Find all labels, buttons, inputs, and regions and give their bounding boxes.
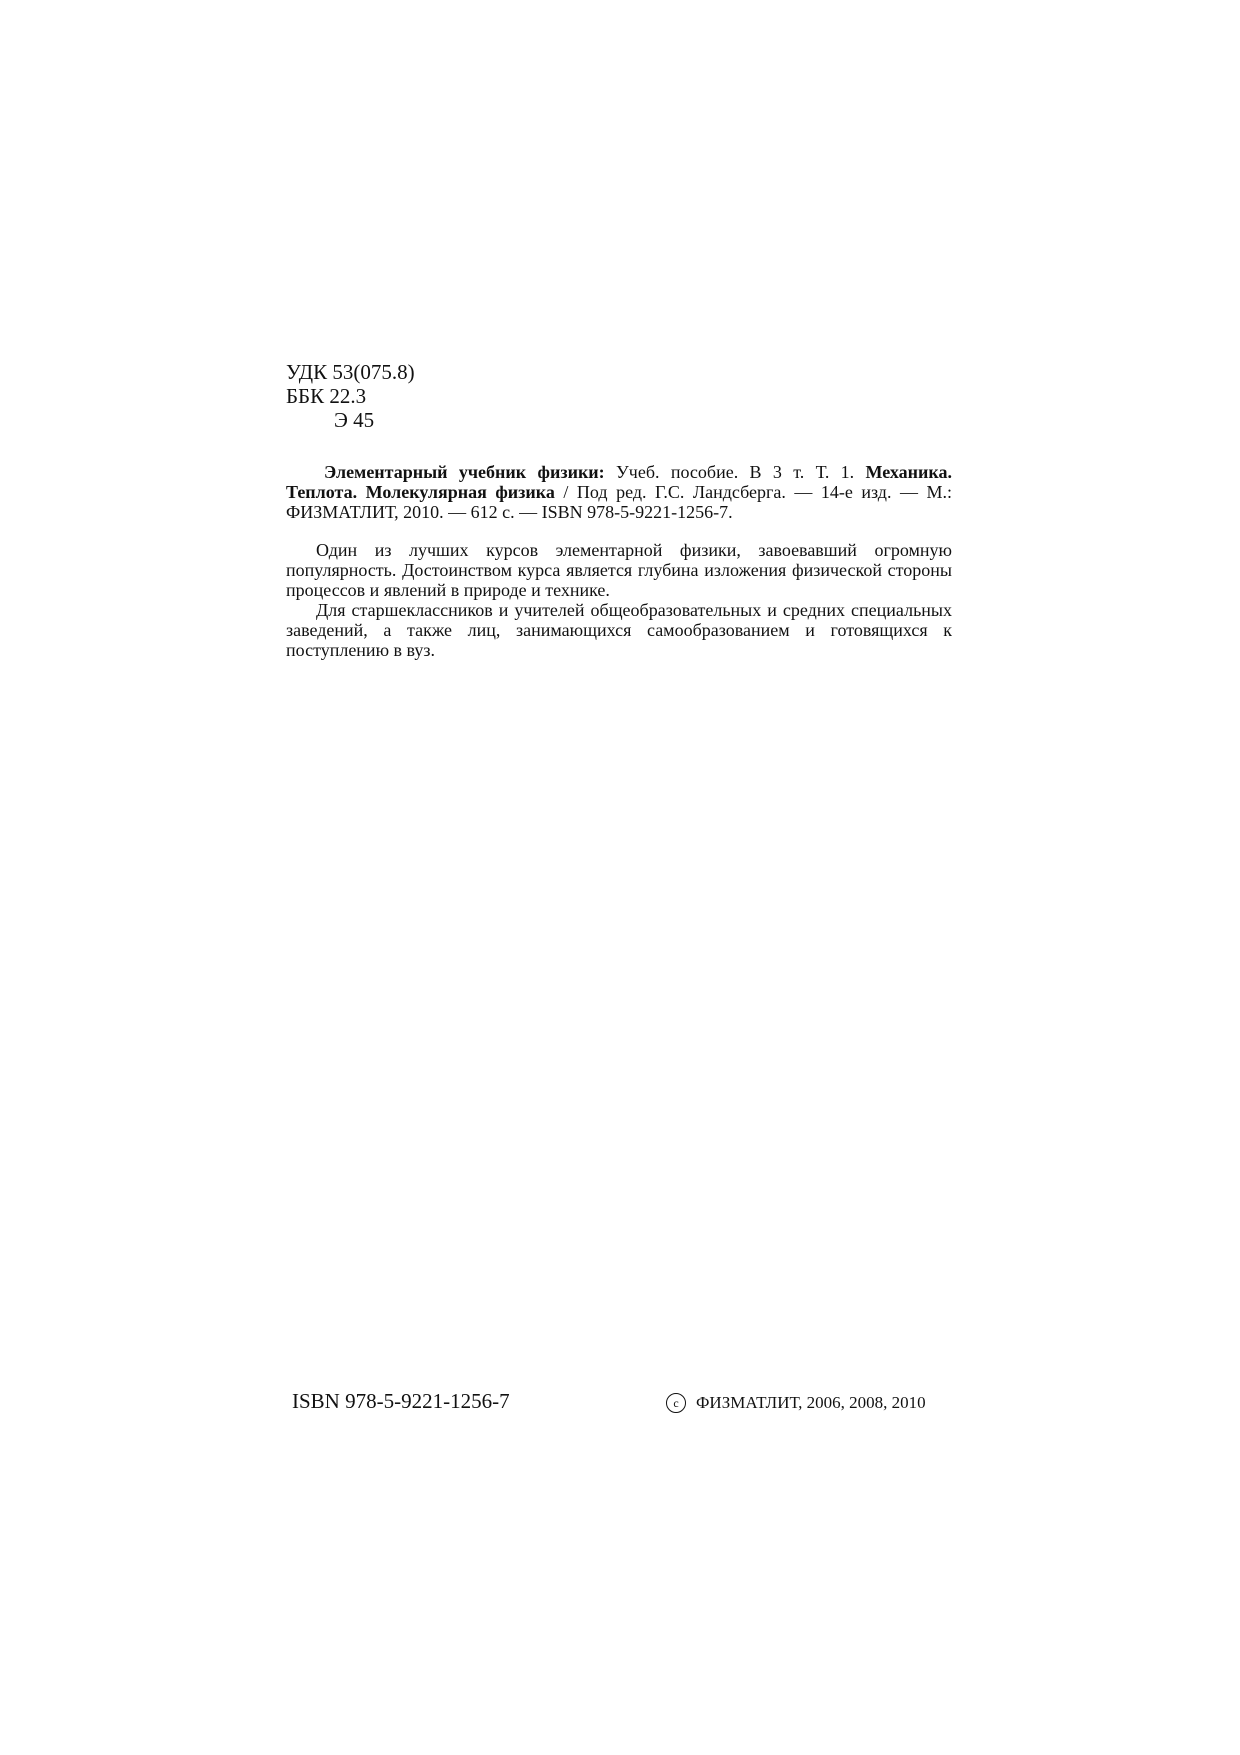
udk-code: УДК 53(075.8) [286, 360, 415, 384]
publication-details: / Под ред. Г.С. Ландсберга. — 14-е изд. — М.: ФИЗМАТЛИТ, 2010. — 612 с. — ISBN 978-5-9221-1256-7. [286, 482, 952, 522]
footer-isbn: ISBN 978-5-9221-1256-7 [292, 1389, 510, 1413]
bbk-code: ББК 22.3 [286, 384, 367, 408]
annotation-paragraph: Для старшеклассников и учителей общеобразовательных и средних специальных заведений, а также лиц, занимающихся самообразованием и готовящихся к поступлению в вуз. [286, 600, 952, 660]
book-type: Учеб. пособие. В 3 т. Т. 1. [604, 462, 866, 482]
classification-codes [286, 360, 415, 432]
author-mark: Э 45 [334, 408, 375, 432]
copyright-text: ФИЗМАТЛИТ, 2006, 2008, 2010 [696, 1393, 926, 1412]
bibliographic-record [286, 462, 952, 522]
copyright-icon: c [666, 1393, 686, 1413]
annotation-paragraph: Один из лучших курсов элементарной физики, завоевавший огромную популярность. Достоинством курса является глубина изложения физической стороны процессов и явлений в природе и технике. [286, 540, 952, 600]
book-title: Элементарный учебник физики: [324, 462, 605, 482]
annotation [286, 540, 952, 660]
copyright-line [666, 1392, 926, 1414]
volume-title: Механика. Теплота. Молекулярная физика [286, 462, 953, 502]
